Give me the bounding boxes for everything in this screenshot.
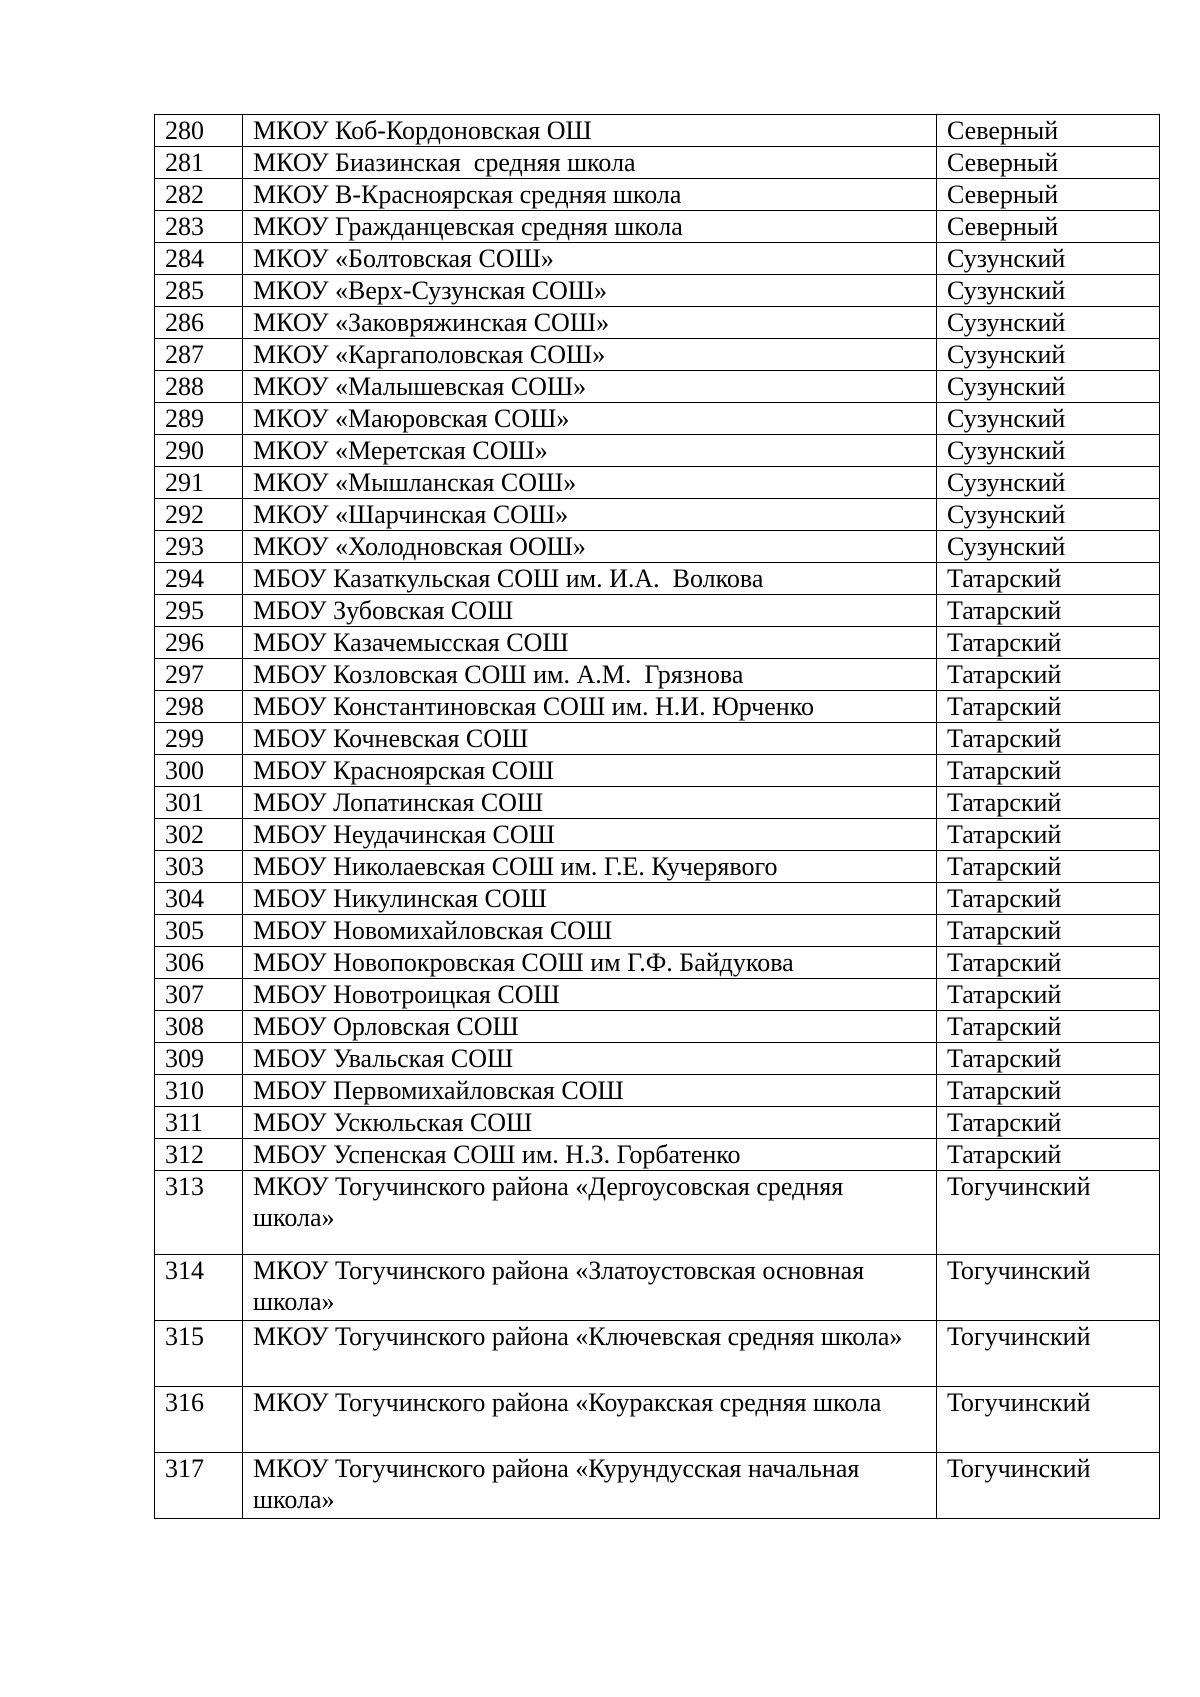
district-name: Татарский — [937, 1011, 1160, 1043]
row-number: 280 — [155, 115, 243, 147]
table-row — [155, 947, 1160, 979]
schools-table — [154, 114, 1160, 1519]
table-row — [155, 1171, 1160, 1255]
district-name: Татарский — [937, 851, 1160, 883]
district-name: Сузунский — [937, 339, 1160, 371]
row-number: 307 — [155, 979, 243, 1011]
table-row — [155, 1107, 1160, 1139]
table-row — [155, 563, 1160, 595]
school-name: МБОУ Первомихайловская СОШ — [243, 1075, 937, 1107]
district-name: Тогучинский — [937, 1321, 1160, 1387]
district-name: Сузунский — [937, 275, 1160, 307]
school-name: МКОУ Тогучинского района «Златоустовская основная школа» — [243, 1255, 937, 1321]
district-name: Северный — [937, 211, 1160, 243]
school-name: МБОУ Константиновская СОШ им. Н.И. Юрченко — [243, 691, 937, 723]
row-number: 299 — [155, 723, 243, 755]
table-row — [155, 979, 1160, 1011]
row-number: 292 — [155, 499, 243, 531]
district-name: Тогучинский — [937, 1453, 1160, 1519]
table-row — [155, 627, 1160, 659]
row-number: 310 — [155, 1075, 243, 1107]
district-name: Сузунский — [937, 531, 1160, 563]
row-number: 306 — [155, 947, 243, 979]
table-row — [155, 275, 1160, 307]
row-number: 316 — [155, 1387, 243, 1453]
row-number: 304 — [155, 883, 243, 915]
school-name: МБОУ Зубовская СОШ — [243, 595, 937, 627]
table-row — [155, 179, 1160, 211]
table-row — [155, 819, 1160, 851]
school-name: МБОУ Казачемысская СОШ — [243, 627, 937, 659]
table-row — [155, 659, 1160, 691]
school-name: МКОУ «Холодновская ООШ» — [243, 531, 937, 563]
table-row — [155, 1255, 1160, 1321]
school-name: МКОУ В-Красноярская средняя школа — [243, 179, 937, 211]
row-number: 287 — [155, 339, 243, 371]
district-name: Тогучинский — [937, 1255, 1160, 1321]
school-name: МБОУ Успенская СОШ им. Н.З. Горбатенко — [243, 1139, 937, 1171]
school-name: МБОУ Новопокровская СОШ им Г.Ф. Байдукова — [243, 947, 937, 979]
school-name: МКОУ «Мышланская СОШ» — [243, 467, 937, 499]
school-name: МБОУ Красноярская СОШ — [243, 755, 937, 787]
table-row — [155, 755, 1160, 787]
table-row — [155, 1011, 1160, 1043]
table-row — [155, 499, 1160, 531]
school-name: МБОУ Неудачинская СОШ — [243, 819, 937, 851]
table-row — [155, 147, 1160, 179]
district-name: Северный — [937, 179, 1160, 211]
row-number: 294 — [155, 563, 243, 595]
schools-table-body — [155, 115, 1160, 1519]
row-number: 308 — [155, 1011, 243, 1043]
district-name: Сузунский — [937, 371, 1160, 403]
district-name: Сузунский — [937, 467, 1160, 499]
row-number: 290 — [155, 435, 243, 467]
school-name: МБОУ Орловская СОШ — [243, 1011, 937, 1043]
row-number: 297 — [155, 659, 243, 691]
row-number: 282 — [155, 179, 243, 211]
school-name: МКОУ Тогучинского района «Дергоусовская средняя школа» — [243, 1171, 937, 1255]
table-row — [155, 211, 1160, 243]
row-number: 312 — [155, 1139, 243, 1171]
row-number: 296 — [155, 627, 243, 659]
table-row — [155, 883, 1160, 915]
district-name: Тогучинский — [937, 1387, 1160, 1453]
table-row — [155, 243, 1160, 275]
table-row — [155, 1453, 1160, 1519]
row-number: 314 — [155, 1255, 243, 1321]
district-name: Татарский — [937, 723, 1160, 755]
district-name: Татарский — [937, 595, 1160, 627]
table-row — [155, 1043, 1160, 1075]
table-row — [155, 1075, 1160, 1107]
district-name: Северный — [937, 147, 1160, 179]
row-number: 303 — [155, 851, 243, 883]
row-number: 295 — [155, 595, 243, 627]
row-number: 283 — [155, 211, 243, 243]
district-name: Татарский — [937, 627, 1160, 659]
school-name: МКОУ Коб-Кордоновская ОШ — [243, 115, 937, 147]
table-row — [155, 371, 1160, 403]
district-name: Сузунский — [937, 307, 1160, 339]
district-name: Татарский — [937, 563, 1160, 595]
school-name: МБОУ Никулинская СОШ — [243, 883, 937, 915]
district-name: Татарский — [937, 659, 1160, 691]
school-name: МБОУ Николаевская СОШ им. Г.Е. Кучерявого — [243, 851, 937, 883]
district-name: Сузунский — [937, 435, 1160, 467]
row-number: 309 — [155, 1043, 243, 1075]
table-row — [155, 307, 1160, 339]
row-number: 288 — [155, 371, 243, 403]
school-name: МБОУ Козловская СОШ им. А.М. Грязнова — [243, 659, 937, 691]
district-name: Татарский — [937, 915, 1160, 947]
table-row — [155, 1387, 1160, 1453]
school-name: МБОУ Казаткульская СОШ им. И.А. Волкова — [243, 563, 937, 595]
school-name: МБОУ Новотроицкая СОШ — [243, 979, 937, 1011]
table-row — [155, 435, 1160, 467]
district-name: Сузунский — [937, 499, 1160, 531]
district-name: Татарский — [937, 1139, 1160, 1171]
district-name: Татарский — [937, 691, 1160, 723]
district-name: Татарский — [937, 1043, 1160, 1075]
school-name: МКОУ «Заковряжинская СОШ» — [243, 307, 937, 339]
district-name: Татарский — [937, 819, 1160, 851]
table-row — [155, 851, 1160, 883]
district-name: Татарский — [937, 755, 1160, 787]
table-row — [155, 723, 1160, 755]
row-number: 285 — [155, 275, 243, 307]
district-name: Татарский — [937, 947, 1160, 979]
row-number: 311 — [155, 1107, 243, 1139]
row-number: 284 — [155, 243, 243, 275]
row-number: 289 — [155, 403, 243, 435]
school-name: МКОУ «Малышевская СОШ» — [243, 371, 937, 403]
school-name: МКОУ Тогучинского района «Коуракская средняя школа — [243, 1387, 937, 1453]
table-row — [155, 115, 1160, 147]
row-number: 286 — [155, 307, 243, 339]
row-number: 281 — [155, 147, 243, 179]
district-name: Тогучинский — [937, 1171, 1160, 1255]
table-row — [155, 467, 1160, 499]
row-number: 313 — [155, 1171, 243, 1255]
school-name: МКОУ «Шарчинская СОШ» — [243, 499, 937, 531]
district-name: Сузунский — [937, 403, 1160, 435]
row-number: 298 — [155, 691, 243, 723]
district-name: Татарский — [937, 883, 1160, 915]
school-name: МБОУ Новомихайловская СОШ — [243, 915, 937, 947]
school-name: МКОУ «Меретская СОШ» — [243, 435, 937, 467]
district-name: Татарский — [937, 1075, 1160, 1107]
school-name: МКОУ «Верх-Сузунская СОШ» — [243, 275, 937, 307]
school-name: МБОУ Увальская СОШ — [243, 1043, 937, 1075]
school-name: МБОУ Ускюльская СОШ — [243, 1107, 937, 1139]
table-row — [155, 339, 1160, 371]
district-name: Татарский — [937, 787, 1160, 819]
table-row — [155, 531, 1160, 563]
table-row — [155, 1139, 1160, 1171]
row-number: 300 — [155, 755, 243, 787]
row-number: 293 — [155, 531, 243, 563]
table-row — [155, 403, 1160, 435]
row-number: 305 — [155, 915, 243, 947]
table-row — [155, 595, 1160, 627]
row-number: 315 — [155, 1321, 243, 1387]
district-name: Татарский — [937, 1107, 1160, 1139]
table-row — [155, 787, 1160, 819]
row-number: 291 — [155, 467, 243, 499]
district-name: Северный — [937, 115, 1160, 147]
school-name: МБОУ Лопатинская СОШ — [243, 787, 937, 819]
school-name: МКОУ Биазинская средняя школа — [243, 147, 937, 179]
district-name: Татарский — [937, 979, 1160, 1011]
school-name: МКОУ Гражданцевская средняя школа — [243, 211, 937, 243]
table-row — [155, 691, 1160, 723]
district-name: Сузунский — [937, 243, 1160, 275]
row-number: 317 — [155, 1453, 243, 1519]
school-name: МКОУ Тогучинского района «Ключевская средняя школа» — [243, 1321, 937, 1387]
school-name: МКОУ «Маюровская СОШ» — [243, 403, 937, 435]
school-name: МКОУ «Каргаполовская СОШ» — [243, 339, 937, 371]
table-row — [155, 1321, 1160, 1387]
row-number: 302 — [155, 819, 243, 851]
school-name: МКОУ «Болтовская СОШ» — [243, 243, 937, 275]
school-name: МКОУ Тогучинского района «Курундусская начальная школа» — [243, 1453, 937, 1519]
school-name: МБОУ Кочневская СОШ — [243, 723, 937, 755]
table-row — [155, 915, 1160, 947]
row-number: 301 — [155, 787, 243, 819]
